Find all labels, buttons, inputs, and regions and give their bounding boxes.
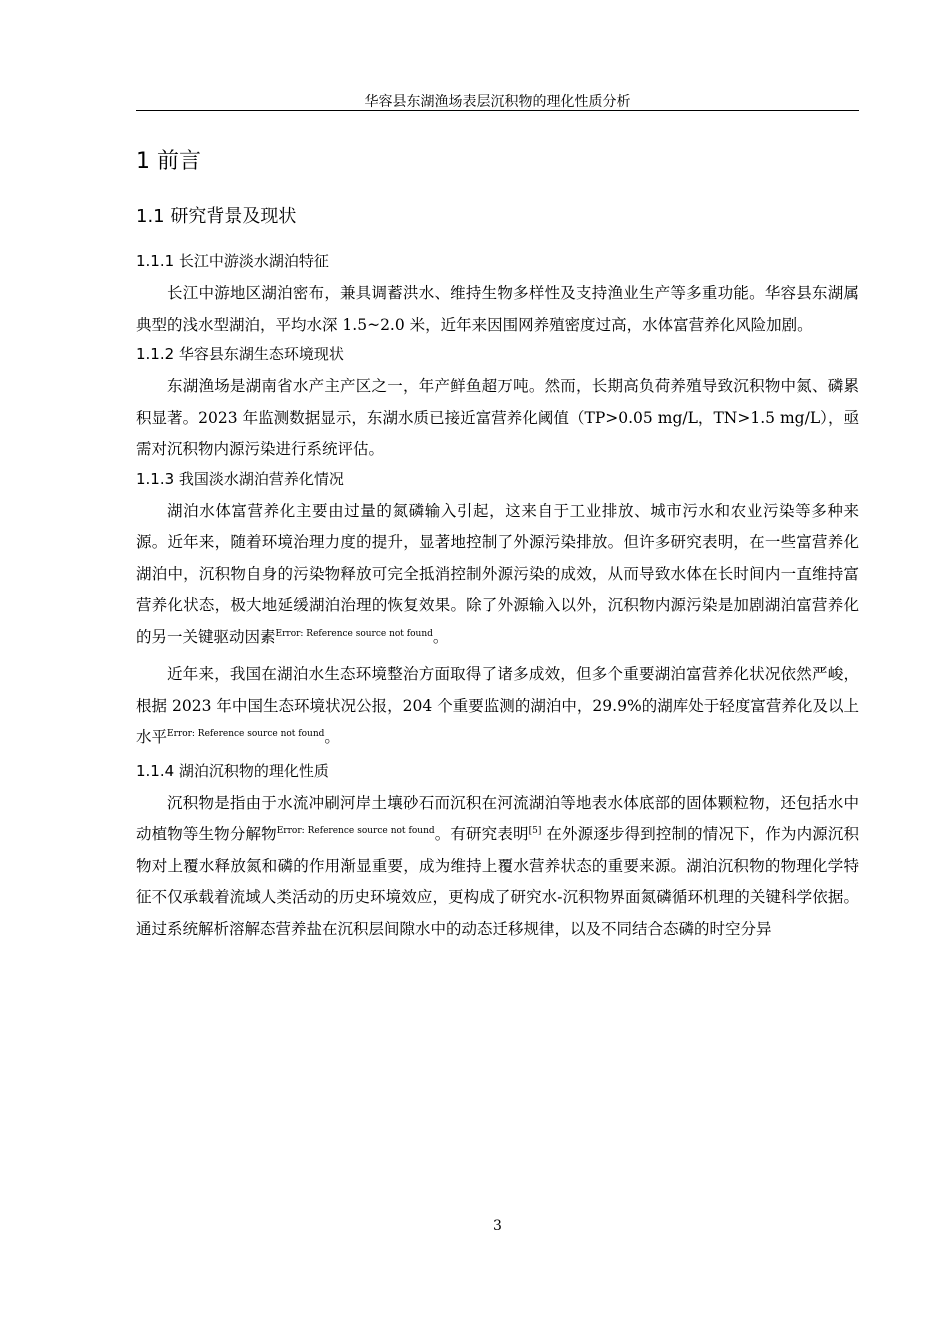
paragraph-text: 。有研究表明: [434, 825, 529, 843]
running-header: 华容县东湖渔场表层沉积物的理化性质分析: [364, 94, 631, 110]
paragraph: [136, 496, 859, 654]
paragraph: 东湖渔场是湖南省水产主产区之一，年产鲜鱼超万吨。然而，长期高负荷养殖导致沉积物中氮、磷累积显著。2023 年监测数据显示，东湖水质已接近富营养化阈值（TP>0.05 mg/L，TN>1.5 mg/L），亟需对沉积物内源污染进行系统评估。: [136, 377, 859, 458]
page-number: 3: [493, 1218, 502, 1234]
header-rule: [136, 110, 859, 111]
paragraph-end: 。: [324, 728, 340, 746]
paragraph-text: 在外源逐步得到控制的情况下，作为内源沉积物对上覆水释放氮和磷的作用渐显重要，成为维持上覆水营养状态的重要来源。湖泊沉积物的物理化学特征不仅承载着流域人类活动的历史环境效应，更构成了研究水-沉积物界面氮磷循环机理的关键科学依据。通过系统解析溶解态营养盐在沉积层间隙水中的动态迁移规律，以及不同结合态磷的时空分异: [136, 825, 859, 938]
subsection-heading-1-1-3: 1.1.3 我国淡水湖泊营养化情况: [136, 469, 344, 488]
paragraph-text: 沉积物是指由于水流冲刷河岸土壤砂石而沉积在河流湖泊等地表水体底部的固体颗粒物，还包括水中动植物等生物分解物: [136, 793, 859, 843]
paragraph-text: 湖泊水体富营养化主要由过量的氮磷输入引起，这来自于工业排放、城市污水和农业污染等多种来源。近年来，随着环境治理力度的提升，显著地控制了外源污染排放。但许多研究表明，在一些富营养化湖泊中，沉积物自身的污染物释放可完全抵消控制外源污染的成效，从而导致水体在长时间内一直维持富营养化状态，极大地延缓湖泊治理的恢复效果。除了外源输入以外，沉积物内源污染是加剧湖泊富营养化的另一关键驱动因素: [136, 501, 859, 646]
body-text: [136, 140, 859, 947]
paragraph: 长江中游地区湖泊密布，兼具调蓄洪水、维持生物多样性及支持渔业生产等多重功能。华容县东湖属典型的浅水型湖泊，平均水深 1.5~2.0 米，近年来因围网养殖密度过高，水体富营养化风险加剧。: [136, 284, 859, 334]
paragraph: [136, 788, 859, 946]
citation-marker: [5]: [528, 825, 542, 836]
citation-marker: Error: Reference source not found: [275, 628, 433, 639]
citation-marker: Error: Reference source not found: [276, 825, 435, 836]
chapter-heading: 1 前言: [136, 149, 201, 174]
paragraph-end: 。: [432, 627, 449, 646]
subsection-heading-1-1-4: 1.1.4 湖泊沉积物的理化性质: [136, 761, 329, 780]
paragraph-text: 近年来，我国在湖泊水生态环境整治方面取得了诸多成效，但多个重要湖泊富营养化状况依然严峻，根据 2023 年中国生态环境状况公报，204 个重要监测的湖泊中，29.9%的湖库处于轻度富营养化及以上水平: [136, 665, 859, 746]
subsection-heading-1-1-1: 1.1.1 长江中游淡水湖泊特征: [136, 252, 329, 270]
citation-marker: Error: Reference source not found: [167, 728, 325, 739]
section-heading: 1.1 研究背景及现状: [136, 206, 297, 227]
subsection-heading-1-1-2: 1.1.2 华容县东湖生态环境现状: [136, 345, 344, 363]
paragraph: [136, 659, 859, 754]
